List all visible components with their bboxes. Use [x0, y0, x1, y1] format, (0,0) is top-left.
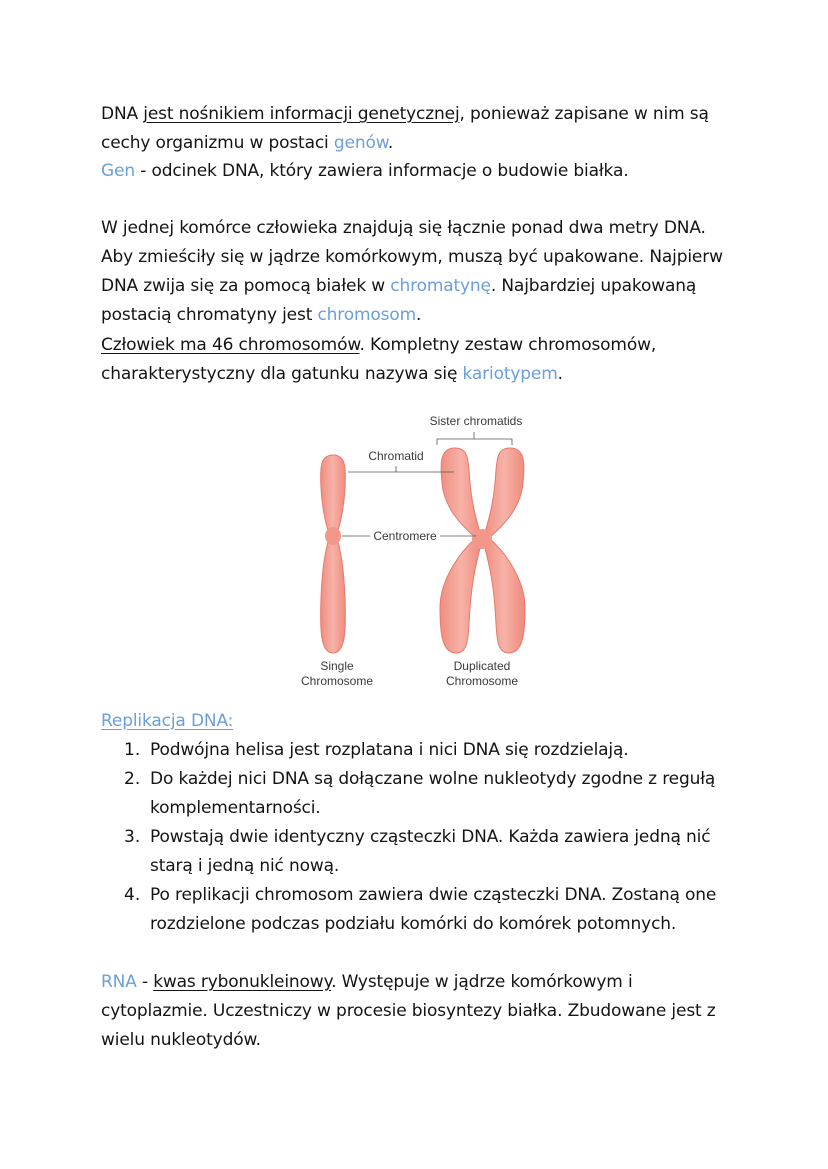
p1-line-2	[101, 129, 393, 158]
label-centromere: Centromere	[373, 529, 437, 543]
term-kariotypem: kariotypem	[462, 364, 558, 384]
text: charakterystyczny dla gatunku nazywa się	[101, 364, 463, 384]
label-duplicated: Duplicated	[453, 659, 511, 673]
duplicated-chromosome	[440, 448, 525, 653]
label-single: Single	[320, 659, 354, 673]
p1-line-1	[101, 100, 709, 129]
term-genow: genów	[333, 133, 388, 153]
text: .	[557, 364, 563, 384]
list-item-2-line-2: komplementarności.	[150, 798, 321, 818]
text: postacią chromatyny jest	[101, 305, 318, 325]
p1-line-3	[101, 157, 628, 186]
term-rna: RNA	[101, 972, 137, 992]
rna-line-2: cytoplazmie. Uczestniczy w procesie biosyntezy białka. Zbudowane jest z	[101, 1001, 716, 1021]
underlined-phrase: jest nośnikiem informacji genetycznej	[143, 104, 460, 124]
list-item-1: Podwójna helisa jest rozplatana i nici DNA się rozdzielają.	[150, 740, 629, 760]
leader-lines	[342, 432, 512, 536]
list-number: 4.	[124, 885, 141, 905]
text: . Kompletny zestaw chromosomów,	[359, 335, 657, 355]
list-number: 1.	[124, 740, 141, 760]
text: . Najbardziej upakowaną	[490, 276, 697, 296]
p2-line-3	[101, 272, 696, 301]
list-item-4-line-1: Po replikacji chromosom zawiera dwie cząsteczki DNA. Zostaną one	[150, 885, 717, 905]
p2-line-6	[101, 360, 563, 389]
text: DNA zwija się za pomocą białek w	[101, 276, 391, 296]
text: -	[136, 972, 154, 992]
text: .	[387, 133, 394, 153]
text: .	[416, 305, 422, 325]
list-item-3-line-2: starą i jedną nić nową.	[150, 856, 340, 876]
rna-line-3: wielu nukleotydów.	[101, 1030, 261, 1050]
text: cechy organizmu w postaci	[101, 133, 334, 153]
text: - odcinek DNA, który zawiera informacje o budowie białka.	[134, 161, 629, 181]
underlined-phrase: kwas rybonukleinowy	[153, 972, 332, 992]
label-sister-chromatids: Sister chromatids	[429, 414, 523, 428]
single-chromosome	[321, 455, 346, 653]
rna-line-1	[101, 968, 633, 997]
term-chromatyne: chromatynę	[390, 276, 491, 296]
term-gen: Gen	[101, 161, 135, 181]
list-number: 2.	[124, 769, 141, 789]
underlined-phrase: Człowiek ma 46 chromosomów	[101, 335, 360, 355]
text: DNA	[101, 104, 144, 124]
p2-line-2: Aby zmieściły się w jądrze komórkowym, muszą być upakowane. Najpierw	[101, 247, 723, 267]
replication-heading: Replikacja DNA:	[101, 711, 234, 731]
text: , ponieważ zapisane w nim są	[459, 104, 709, 124]
label-single-chromosome: Chromosome	[300, 674, 374, 688]
p2-line-1: W jednej komórce człowieka znajdują się łącznie ponad dwa metry DNA.	[101, 218, 706, 238]
list-item-4-line-2: rozdzielone podczas podziału komórki do komórek potomnych.	[150, 914, 677, 934]
list-number: 3.	[124, 827, 141, 847]
label-chromatid: Chromatid	[368, 449, 424, 463]
p2-line-5	[101, 331, 656, 360]
text: . Występuje w jądrze komórkowym i	[331, 972, 633, 992]
list-item-3-line-1: Powstają dwie identyczny cząsteczki DNA. Każda zawiera jedną nić	[150, 827, 711, 847]
list-item-2-line-1: Do każdej nici DNA są dołączane wolne nukleotydy zgodne z regułą	[150, 769, 716, 789]
chromosome-diagram	[290, 408, 550, 693]
term-chromosom: chromosom	[317, 305, 417, 325]
label-duplicated-chromosome: Chromosome	[445, 674, 519, 688]
p2-line-4	[101, 301, 421, 330]
